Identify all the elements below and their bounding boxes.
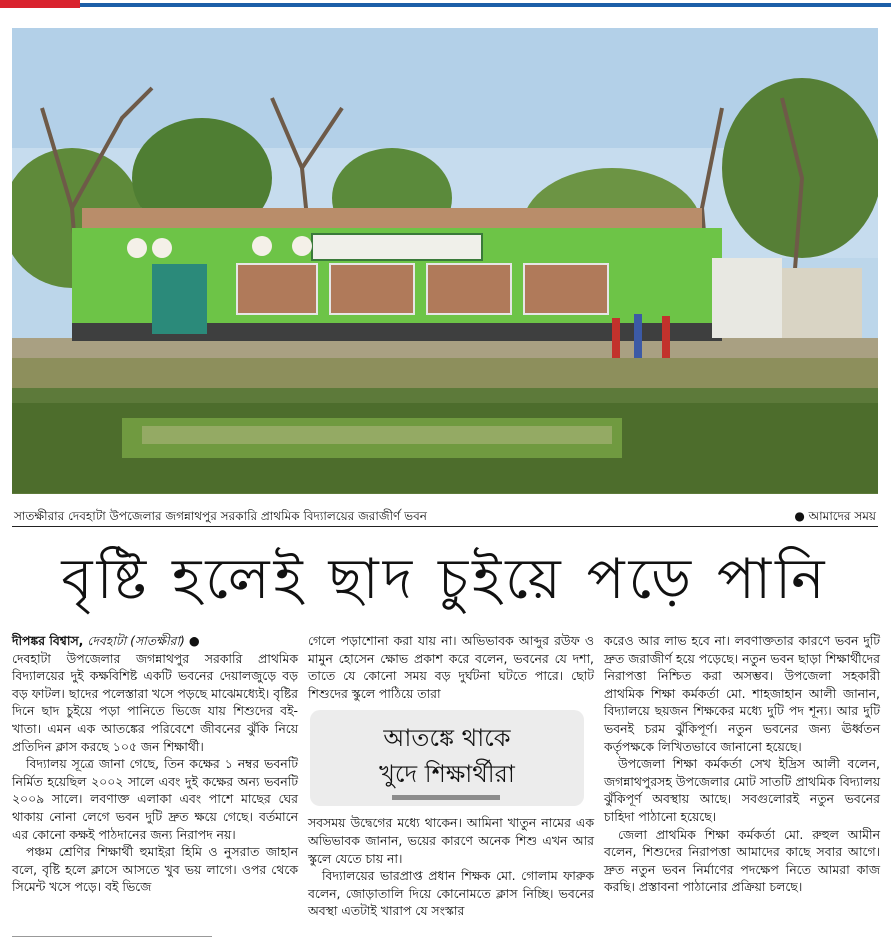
pull-quote-underline — [392, 795, 500, 800]
paragraph: সবসময় উদ্বেগের মধ্যে থাকেন। আমিনা খাতুন নামের এক অভিভাবক জানান, ভয়ের কারণে অনেক শিশু এখন আর স্কুলে যেতে চায় না। — [308, 815, 594, 866]
photo-caption: সাতক্ষীরার দেবহাটা উপজেলার জগন্নাথপুর সরকারি প্রাথমিক বিদ্যালয়ের জরাজীর্ণ ভবন — [14, 509, 427, 523]
photo-caption-row — [12, 505, 878, 527]
headline: বৃষ্টি হলেই ছাদ চুইয়ে পড়ে পানি — [61, 547, 829, 612]
paragraph: পঞ্চম শ্রেণির শিক্ষার্থী হুমাইরা হিমি ও নুসরাত জাহান বলে, বৃষ্টি হলে ক্লাসে আসতে খুব ভয় লাগে। ওপর থেকে সিমেন্ট খসে পড়ে। বই ভিজে — [12, 844, 298, 895]
pull-quote — [310, 710, 584, 806]
byline-author: দীপঙ্কর বিশ্বাস, — [12, 633, 84, 648]
article-column-2 — [308, 632, 594, 920]
paragraph: বিদ্যালয়ের ভারপ্রাপ্ত প্রধান শিক্ষক মো. গোলাম ফারুক বলেন, জোড়াতালি দিয়ে কোনোমতে ক্লাস নিচ্ছি। ভবনের অবস্থা এতটাই খারাপ যে সংস্কার — [308, 868, 594, 919]
paragraph: দেবহাটা উপজেলার জগন্নাথপুর সরকারি প্রাথমিক বিদ্যালয়ের দুই কক্ষবিশিষ্ট একটি ভবনের দেয়ালজুড়ে বড় বড় ফাটল। ছাদের পলেস্তারা খসে পড়ছে মাঝেমধ্যেই। বৃষ্টির দিনে ছাদ চুইয়ে পড়া পানিতে ভিজে যায় শিশুদের বই-খাতা। এমন এক আতঙ্কের পরিবেশে জীবনের ঝুঁকি নিয়ে প্রতিদিন ক্লাস করছে ১০৫ জন শিক্ষার্থী। — [12, 650, 298, 754]
byline-place: দেবহাটা (সাতক্ষীরা) — [87, 633, 185, 648]
school-building-photo — [12, 28, 878, 494]
byline: দীপঙ্কর বিশ্বাস, দেবহাটা (সাতক্ষীরা) ● — [12, 633, 200, 648]
paragraph: গেলে পড়াশোনা করা যায় না। অভিভাবক আব্দুর রউফ ও মামুন হোসেন ক্ষোভ প্রকাশ করে বলেন, ভবনের যে দশা, তাতে যে কোনো সময় বড় দুর্ঘটনা ঘটতে পারে। ছোট শিশুদের স্কুলে পাঠিয়ে তারা — [308, 633, 594, 701]
article-column-1 — [12, 632, 298, 896]
pull-quote-line-2: খুদে শিক্ষার্থীরা — [379, 760, 515, 789]
bottom-rule — [12, 936, 212, 937]
photo-credit: ● আমাদের সময় — [794, 509, 876, 523]
paragraph: উপজেলা শিক্ষা কর্মকর্তা সেখ ইদ্রিস আলী বলেন, জগন্নাথপুরসহ উপজেলার মোট সাতটি প্রাথমিক বিদ্যালয় ঝুঁকিপূর্ণ অবস্থায় আছে। সবগুলোরই নতুন ভবনের চাহিদা পাঠানো হয়েছে। — [604, 756, 880, 824]
pull-quote-line-1: আতঙ্কে থাকে — [383, 724, 511, 753]
article-column-3 — [604, 632, 880, 896]
photo-credit-text: আমাদের সময় — [808, 509, 876, 523]
paragraph: বিদ্যালয় সূত্রে জানা গেছে, তিন কক্ষের ১ নম্বর ভবনটি নির্মিত হয়েছিল ২০০২ সালে এবং দুই কক্ষের অন্য ভবনটি ২০০৯ সালে। লবণাক্ত এলাকা এবং পাশে মাছের ঘের থাকায় নোনা লেগে ভবন দুটি দ্রুত ক্ষয়ে গেছে। বর্তমানে এর কোনো কক্ষই পাঠদানের জন্য নিরাপদ নয়। — [12, 756, 298, 842]
paragraph: করেও আর লাভ হবে না। লবণাক্ততার কারণে ভবন দুটি দ্রুত জরাজীর্ণ হয়ে পড়েছে। নতুন ভবন ছাড়া শিক্ষার্থীদের নিরাপত্তা নিশ্চিত করা অসম্ভব। উপজেলা সহকারী প্রাথমিক শিক্ষা কর্মকর্তা মো. শাহজাহান আলী জানান, বিদ্যালয়ে ছয়জন শিক্ষকের মধ্যে দুটি পদ শূন্য। আর দুটি ভবনই চরম ঝুঁকিপূর্ণ। নতুন ভবনের জন্য ঊর্ধ্বতন কর্তৃপক্ষকে লিখিতভাবে জানানো হয়েছে। — [604, 633, 880, 754]
masthead-red-bar — [0, 0, 80, 8]
masthead-blue-rule — [80, 3, 891, 7]
paragraph: জেলা প্রাথমিক শিক্ষা কর্মকর্তা মো. রুহুল আমীন বলেন, শিশুদের নিরাপত্তা আমাদের কাছে সবার আগে। দ্রুত নতুন ভবন নির্মাণের পদক্ষেপ নিতে আমরা কাজ করছি। প্রস্তাবনা পাঠানোর প্রক্রিয়া চলছে। — [604, 826, 880, 895]
